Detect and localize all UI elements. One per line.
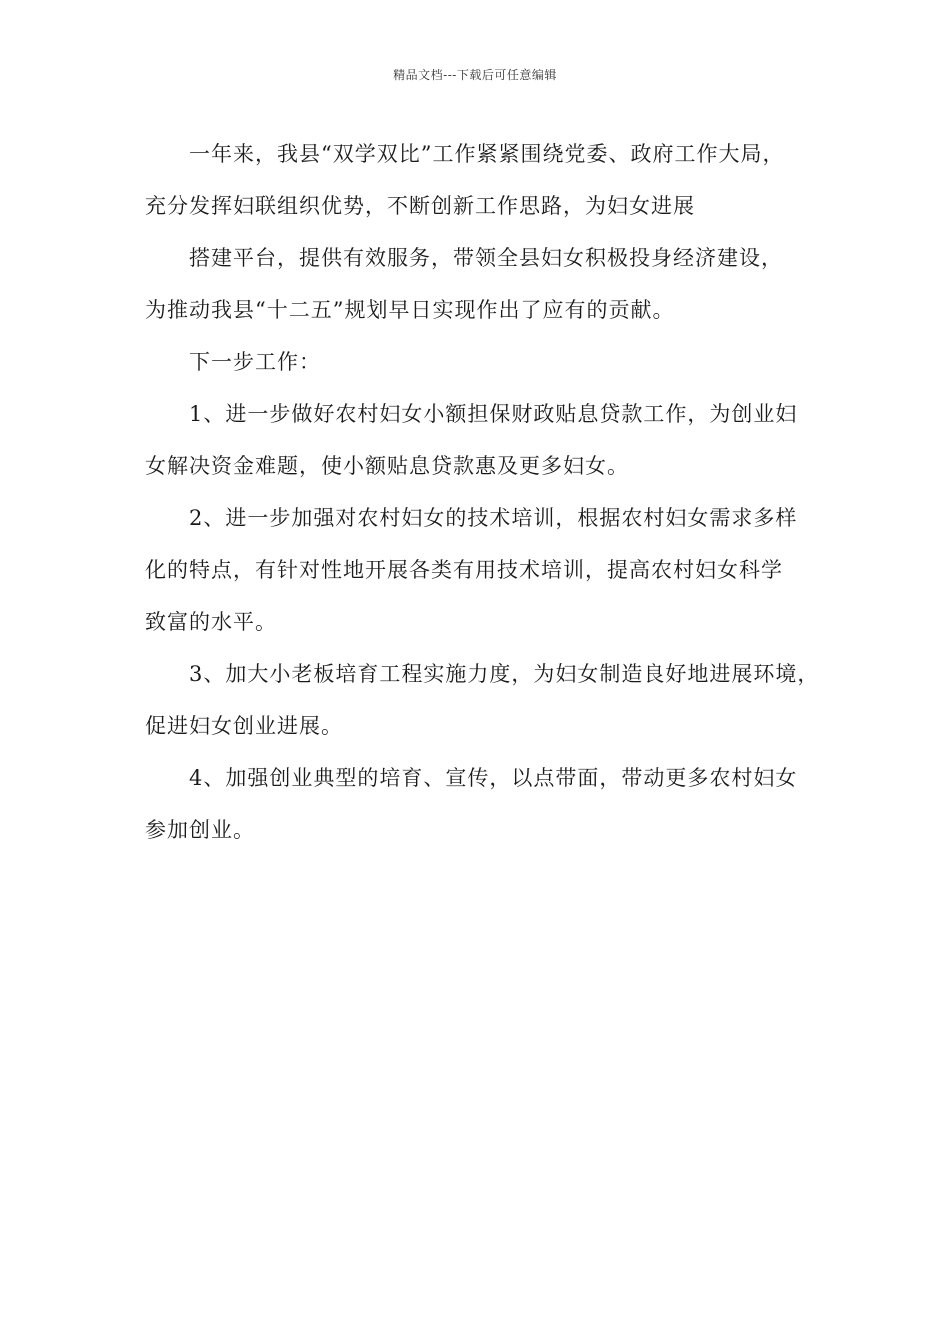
- page-header: 精品文档---下载后可任意编辑: [393, 68, 557, 82]
- paragraph-line: 促进妇女创业进展。: [145, 714, 343, 738]
- paragraph-line: 参加创业。: [145, 818, 255, 842]
- paragraph-line: 搭建平台，提供有效服务，带领全县妇女积极投身经济建设，: [189, 246, 783, 270]
- paragraph-line: 3、加大小老板培育工程实施力度，为妇女制造良好地进展环境，: [189, 662, 820, 686]
- paragraph-line: 为推动我县“十二五”规划早日实现作出了应有的贡献。: [145, 298, 675, 322]
- list-item-3: [145, 648, 820, 752]
- list-item-4: [145, 752, 810, 856]
- section-heading-next-steps: [145, 336, 810, 388]
- paragraph-summary-continued: [145, 232, 810, 336]
- paragraph-summary: [145, 128, 810, 232]
- paragraph-line: 充分发挥妇联组织优势，不断创新工作思路，为妇女进展: [145, 194, 695, 218]
- paragraph-line: 化的特点，有针对性地开展各类有用技术培训，提高农村妇女科学: [145, 558, 783, 582]
- paragraph-line: 致富的水平。: [145, 610, 277, 634]
- list-item-1: [145, 388, 810, 492]
- paragraph-line: 2、进一步加强对农村妇女的技术培训，根据农村妇女需求多样: [189, 506, 798, 530]
- paragraph-line: 4、加强创业典型的培育、宣传，以点带面，带动更多农村妇女: [189, 766, 798, 790]
- paragraph-line: 下一步工作：: [189, 350, 321, 374]
- paragraph-line: 1、进一步做好农村妇女小额担保财政贴息贷款工作，为创业妇: [189, 402, 798, 426]
- paragraph-line: 一年来，我县“双学双比”工作紧紧围绕党委、政府工作大局，: [189, 142, 785, 166]
- list-item-2: [145, 492, 810, 648]
- paragraph-line: 女解决资金难题，使小额贴息贷款惠及更多妇女。: [145, 454, 629, 478]
- document-body: [145, 128, 820, 856]
